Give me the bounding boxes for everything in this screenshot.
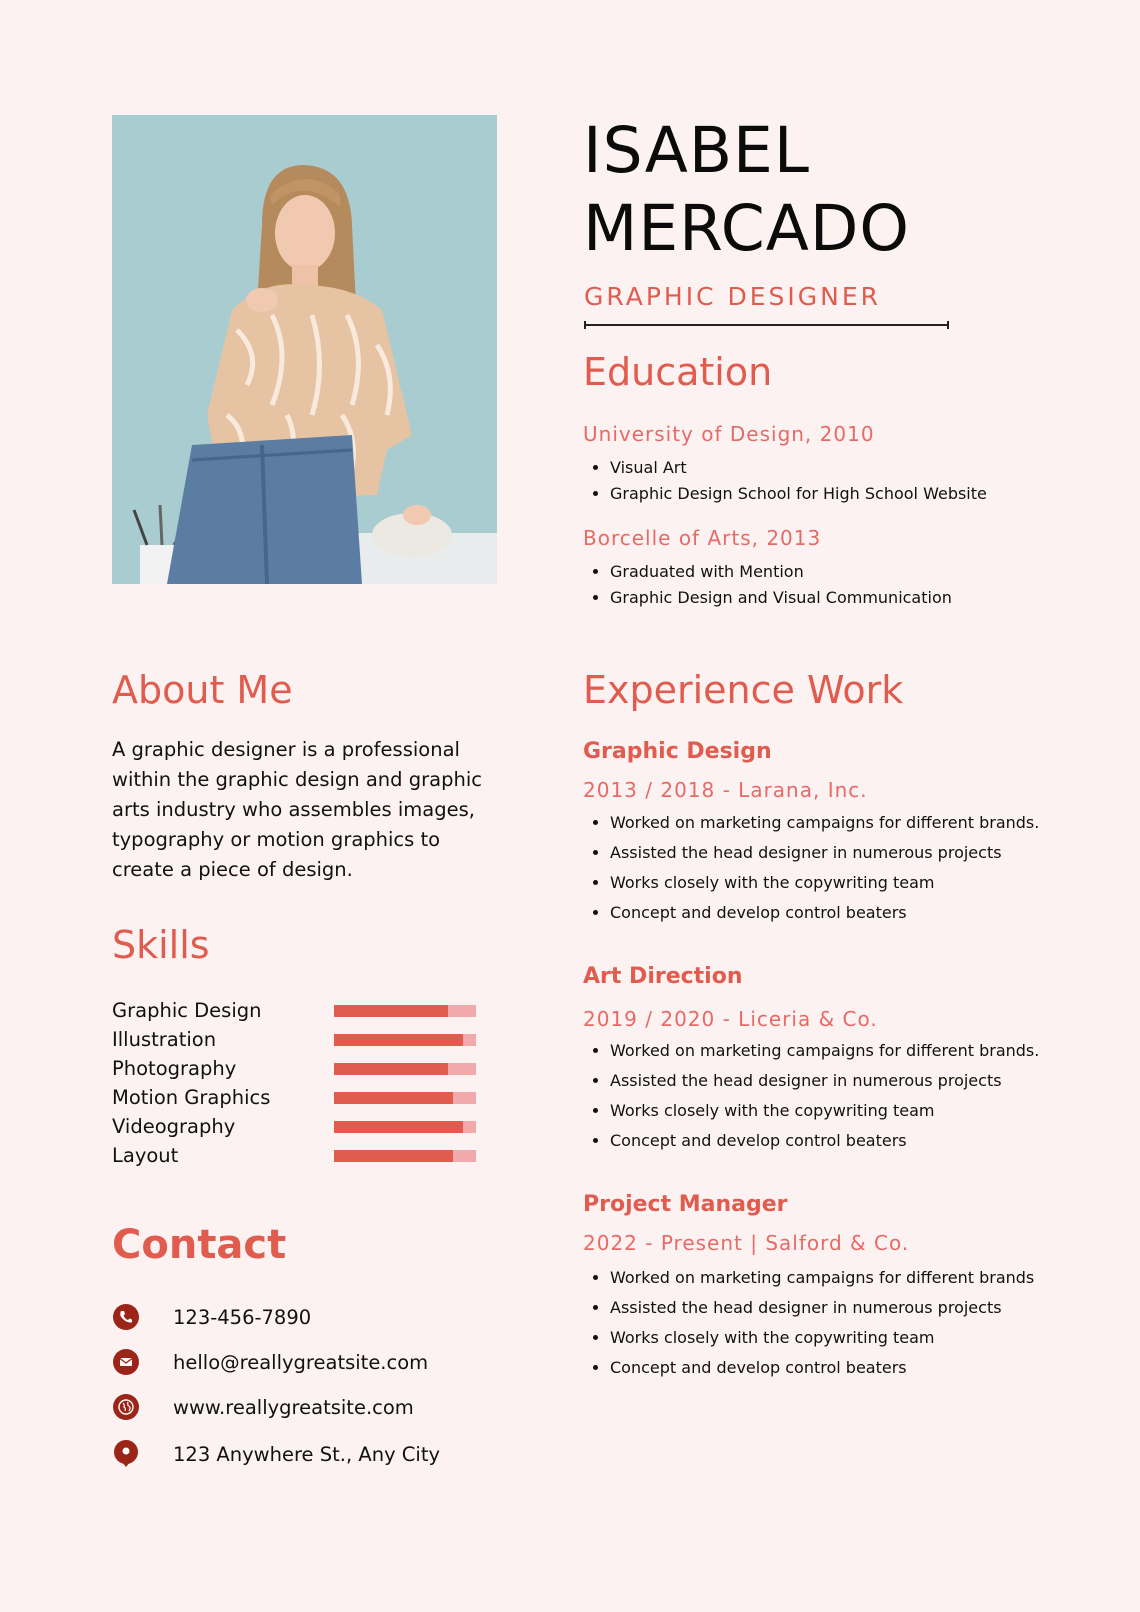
- skill-row: [112, 1054, 482, 1083]
- job-duties-list: [583, 808, 1039, 928]
- job-meta: 2022 - Present | Salford & Co.: [583, 1231, 910, 1255]
- website-text: www.reallygreatsite.com: [173, 1395, 414, 1419]
- education-heading: Education: [583, 350, 773, 394]
- contact-email[interactable]: [112, 1348, 428, 1376]
- job-duties-list: [583, 1036, 1039, 1156]
- about-text: A graphic designer is a professional within the graphic design and graphic arts industry who assembles images, typography or motion graphics to create a piece of design.: [112, 738, 482, 881]
- list-item: • Concept and develop control beaters: [610, 1353, 1034, 1383]
- contact-website[interactable]: [112, 1393, 414, 1421]
- list-item: • Concept and develop control beaters: [610, 1126, 1039, 1156]
- list-item: • Graphic Design and Visual Communication: [610, 585, 952, 611]
- globe-icon: [112, 1393, 140, 1421]
- list-item: • Works closely with the copywriting team: [610, 1323, 1034, 1353]
- list-item: • Works closely with the copywriting team: [610, 1096, 1039, 1126]
- profile-photo: [112, 115, 497, 584]
- skills-list: [112, 996, 482, 1170]
- list-item: • Visual Art: [610, 455, 987, 481]
- education-entry-title: University of Design, 2010: [583, 422, 875, 446]
- email-text: hello@reallygreatsite.com: [173, 1350, 429, 1374]
- list-item: • Works closely with the copywriting team: [610, 868, 1039, 898]
- skill-name: Videography: [112, 1115, 236, 1138]
- skill-row: [112, 1141, 482, 1170]
- location-pin-icon: [112, 1440, 140, 1468]
- skill-name: Graphic Design: [112, 999, 262, 1022]
- name-line-1: ISABEL: [583, 114, 810, 187]
- job-role: Project Manager: [583, 1192, 788, 1217]
- contact-heading: Contact: [112, 1222, 287, 1268]
- experience-heading: Experience Work: [583, 668, 904, 712]
- list-item: • Graphic Design School for High School Website: [610, 481, 987, 507]
- skill-row: [112, 996, 482, 1025]
- skill-bar-fill: [334, 1034, 463, 1046]
- phone-text: 123-456-7890: [173, 1305, 312, 1329]
- job-duties-list: [583, 1263, 1034, 1383]
- about-heading: About Me: [112, 668, 293, 712]
- skill-bar: [334, 1092, 476, 1104]
- education-entry-title: Borcelle of Arts, 2013: [583, 526, 822, 550]
- skill-row: [112, 1083, 482, 1112]
- education-entry-list: [583, 559, 952, 611]
- skill-bar: [334, 1063, 476, 1075]
- list-item: • Assisted the head designer in numerous projects: [610, 1293, 1034, 1323]
- skill-name: Photography: [112, 1057, 237, 1080]
- name-line-2: MERCADO: [583, 192, 910, 265]
- skill-bar-fill: [334, 1063, 448, 1075]
- skill-name: Motion Graphics: [112, 1086, 271, 1109]
- contact-address: [112, 1440, 440, 1468]
- education-entry-list: [583, 455, 987, 507]
- skill-bar-fill: [334, 1150, 453, 1162]
- skills-heading: Skills: [112, 923, 210, 967]
- job-role: Graphic Design: [583, 739, 772, 764]
- list-item: • Worked on marketing campaigns for different brands: [610, 1263, 1034, 1293]
- list-item: • Graduated with Mention: [610, 559, 952, 585]
- job-title: GRAPHIC DESIGNER: [584, 282, 882, 311]
- skill-row: [112, 1025, 482, 1054]
- skill-row: [112, 1112, 482, 1141]
- skill-bar-fill: [334, 1092, 453, 1104]
- skill-bar: [334, 1005, 476, 1017]
- list-item: • Worked on marketing campaigns for different brands.: [610, 808, 1039, 838]
- skill-bar: [334, 1034, 476, 1046]
- skill-name: Illustration: [112, 1028, 217, 1051]
- phone-icon: [112, 1303, 140, 1331]
- skill-bar-fill: [334, 1121, 463, 1133]
- list-item: • Assisted the head designer in numerous projects: [610, 838, 1039, 868]
- job-meta: 2013 / 2018 - Larana, Inc.: [583, 778, 868, 802]
- address-text: 123 Anywhere St., Any City: [173, 1442, 441, 1466]
- full-name: [583, 112, 910, 268]
- skill-bar-fill: [334, 1005, 448, 1017]
- contact-phone[interactable]: [112, 1303, 311, 1331]
- job-meta: 2019 / 2020 - Liceria & Co.: [583, 1007, 878, 1031]
- title-divider: [584, 324, 949, 326]
- list-item: • Worked on marketing campaigns for different brands.: [610, 1036, 1039, 1066]
- skill-bar: [334, 1121, 476, 1133]
- list-item: • Concept and develop control beaters: [610, 898, 1039, 928]
- email-icon: [112, 1348, 140, 1376]
- job-role: Art Direction: [583, 964, 743, 989]
- skill-name: Layout: [112, 1144, 179, 1167]
- list-item: • Assisted the head designer in numerous projects: [610, 1066, 1039, 1096]
- skill-bar: [334, 1150, 476, 1162]
